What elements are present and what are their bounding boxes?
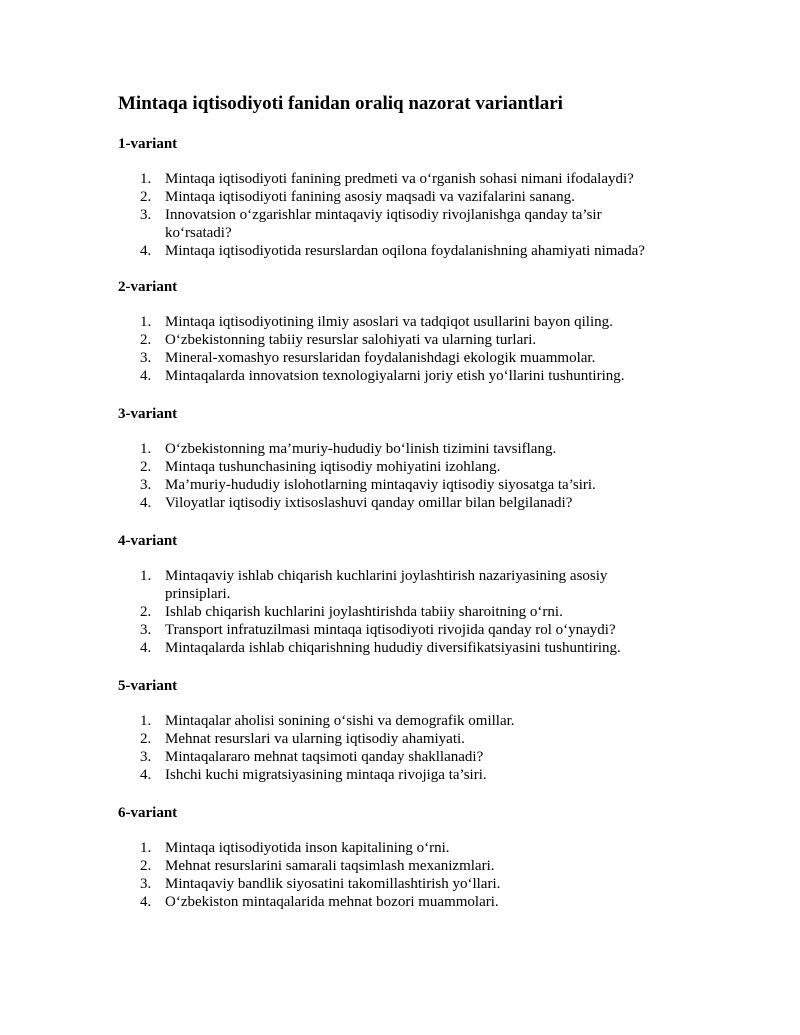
question-number: 3. (140, 477, 152, 493)
question-item (118, 170, 718, 188)
variant-heading: 1-variant (118, 136, 178, 152)
question-number: 2. (140, 332, 152, 348)
question-item (118, 621, 718, 639)
variant-heading: 3-variant (118, 406, 178, 422)
question-item (118, 839, 718, 857)
question-list (118, 313, 718, 385)
question-item (118, 857, 718, 875)
question-item (118, 188, 718, 206)
question-number: 1. (140, 840, 152, 856)
question-number: 3. (140, 207, 152, 223)
question-number: 4. (140, 767, 152, 783)
question-number: 3. (140, 350, 152, 366)
question-text: Mehnat resurslarini samarali taqsimlash mexanizmlari. (165, 858, 495, 874)
question-text: Mintaqa iqtisodiyotida inson kapitalining o‘rni. (165, 840, 450, 856)
question-item (118, 639, 718, 657)
question-number: 4. (140, 495, 152, 511)
question-text: Transport infratuzilmasi mintaqa iqtisodiyoti rivojida qanday rol o‘ynaydi? (165, 622, 616, 638)
question-item (118, 494, 718, 512)
variant-heading: 5-variant (118, 678, 178, 694)
question-text: O‘zbekistonning tabiiy resurslar salohiyati va ularning turlari. (165, 332, 537, 348)
variant-section-4 (118, 531, 718, 657)
question-text: Mintaqaviy ishlab chiqarish kuchlarini joylashtirish nazariyasining asosiy prinsiplari. (165, 568, 608, 602)
question-number: 1. (140, 441, 152, 457)
question-text: Mintaqa tushunchasining iqtisodiy mohiyatini izohlang. (165, 459, 501, 475)
question-item (118, 440, 718, 458)
question-text: Viloyatlar iqtisodiy ixtisoslashuvi qanday omillar bilan belgilanadi? (165, 495, 573, 511)
question-text: Mintaqa iqtisodiyoti fanining predmeti va o‘rganish sohasi nimani ifodalaydi? (165, 171, 634, 187)
question-text: Mintaqa iqtisodiyotida resurslardan oqilona foydalanishning ahamiyati nimada? (165, 243, 645, 259)
question-item (118, 458, 718, 476)
question-item (118, 893, 718, 911)
question-number: 4. (140, 368, 152, 384)
question-number: 3. (140, 876, 152, 892)
question-text: Mehnat resurslari va ularning iqtisodiy ahamiyati. (165, 731, 465, 747)
question-item (118, 748, 718, 766)
question-item (118, 603, 718, 621)
question-text: O‘zbekistonning ma’muriy-hududiy bo‘linish tizimini tavsiflang. (165, 441, 557, 457)
question-text: Mintaqalarda ishlab chiqarishning hududiy diversifikatsiyasini tushuntiring. (165, 640, 621, 656)
question-item (118, 875, 718, 893)
question-item (118, 331, 718, 349)
question-item (118, 206, 645, 242)
question-number: 2. (140, 731, 152, 747)
question-number: 3. (140, 622, 152, 638)
question-list (118, 170, 718, 260)
question-item (118, 242, 718, 260)
question-number: 2. (140, 189, 152, 205)
document-title: Mintaqa iqtisodiyoti fanidan oraliq nazorat variantlari (118, 93, 563, 114)
question-item (118, 476, 718, 494)
question-item (118, 712, 718, 730)
question-number: 2. (140, 459, 152, 475)
question-list (118, 440, 718, 512)
question-item (118, 730, 718, 748)
question-text: Mintaqalararo mehnat taqsimoti qanday shakllanadi? (165, 749, 484, 765)
question-text: Ma’muriy-hududiy islohotlarning mintaqaviy iqtisodiy siyosatga ta’siri. (165, 477, 596, 493)
question-text: Mintaqalarda innovatsion texnologiyalarni joriy etish yo‘llarini tushuntiring. (165, 368, 625, 384)
question-number: 4. (140, 894, 152, 910)
variant-section-2 (118, 277, 718, 385)
question-item (118, 567, 645, 603)
question-number: 2. (140, 858, 152, 874)
variant-heading: 4-variant (118, 533, 178, 549)
question-number: 1. (140, 314, 152, 330)
variant-section-1 (118, 134, 718, 260)
question-text: Mintaqaviy bandlik siyosatini takomillashtirish yo‘llari. (165, 876, 501, 892)
question-number: 1. (140, 171, 152, 187)
variant-heading: 6-variant (118, 805, 178, 821)
question-number: 4. (140, 640, 152, 656)
question-item (118, 349, 718, 367)
question-list (118, 839, 718, 911)
question-number: 1. (140, 568, 152, 584)
variant-section-6 (118, 803, 718, 911)
question-text: Ishchi kuchi migratsiyasining mintaqa rivojiga ta’siri. (165, 767, 487, 783)
question-text: Ishlab chiqarish kuchlarini joylashtirishda tabiiy sharoitning o‘rni. (165, 604, 563, 620)
question-text: Mintaqalar aholisi sonining o‘sishi va demografik omillar. (165, 713, 515, 729)
question-text: Mineral-xomashyo resurslaridan foydalanishdagi ekologik muammolar. (165, 350, 596, 366)
question-number: 2. (140, 604, 152, 620)
question-item (118, 313, 718, 331)
question-item (118, 367, 718, 385)
variant-heading: 2-variant (118, 279, 178, 295)
question-text: O‘zbekiston mintaqalarida mehnat bozori muammolari. (165, 894, 499, 910)
question-text: Mintaqa iqtisodiyoti fanining asosiy maqsadi va vazifalarini sanang. (165, 189, 575, 205)
variant-section-3 (118, 404, 718, 512)
question-number: 3. (140, 749, 152, 765)
question-text: Innovatsion o‘zgarishlar mintaqaviy iqtisodiy rivojlanishga qanday ta’sir ko‘rsatadi? (165, 207, 602, 241)
question-item (118, 766, 718, 784)
question-text: Mintaqa iqtisodiyotining ilmiy asoslari va tadqiqot usullarini bayon qiling. (165, 314, 613, 330)
variant-section-5 (118, 676, 718, 784)
question-number: 4. (140, 243, 152, 259)
question-list (118, 712, 718, 784)
question-list (118, 567, 718, 657)
question-number: 1. (140, 713, 152, 729)
